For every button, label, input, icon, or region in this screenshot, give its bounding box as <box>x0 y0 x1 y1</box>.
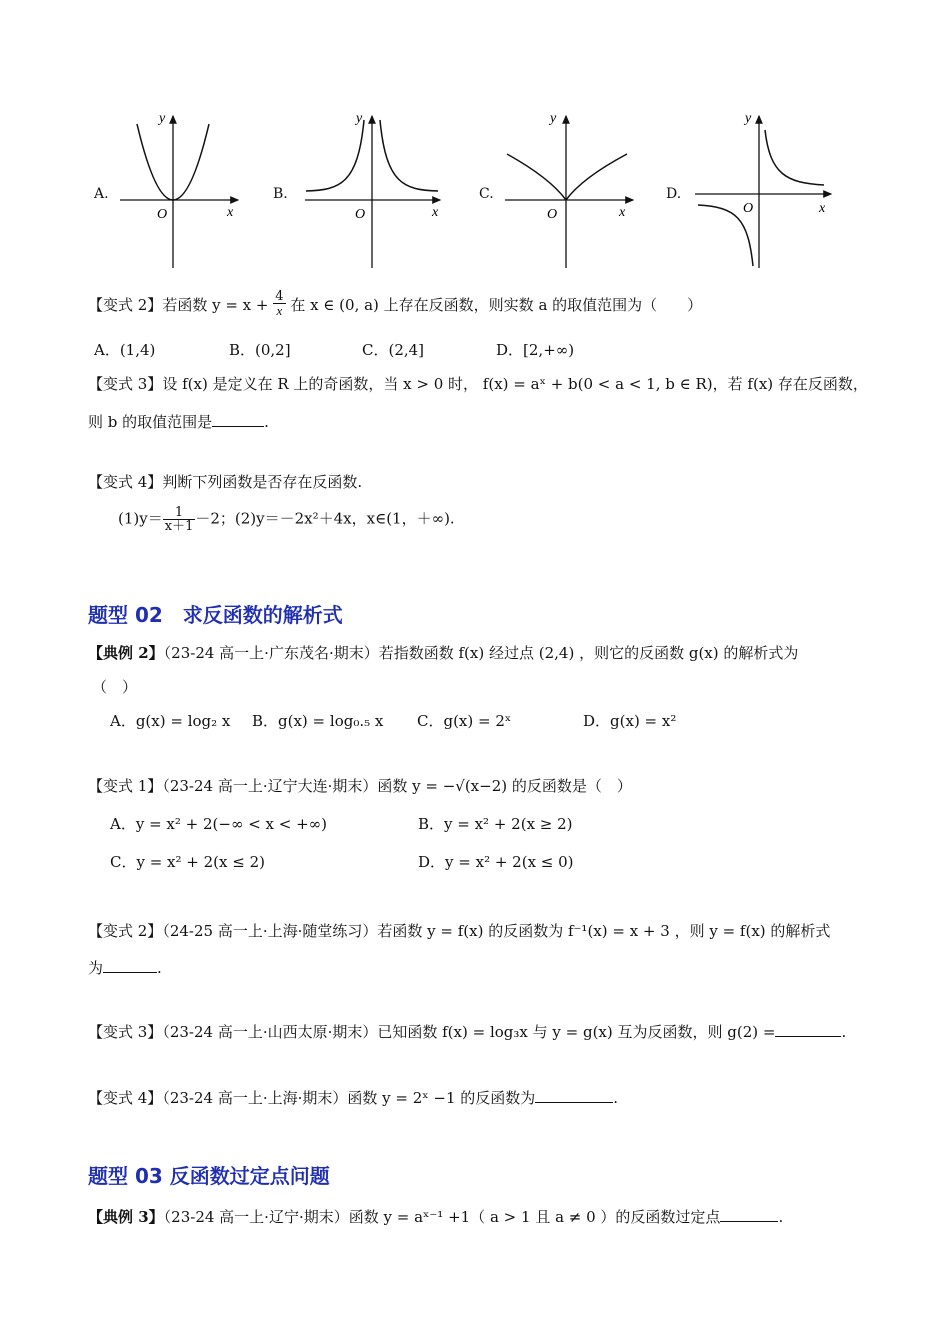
option-a[interactable]: A．g(x) = log₂ x <box>110 712 231 730</box>
graph-option-d-label: D. <box>666 186 682 202</box>
question-text: 在 x ∈ (0, a) 上存在反函数，则实数 a 的取值范围为（ ） <box>290 296 703 314</box>
option-b[interactable]: B．(0,2] <box>229 341 291 359</box>
y-axis-label: y <box>745 111 752 126</box>
question-text: 若函数 y = x + <box>162 296 269 314</box>
option-c[interactable]: C．g(x) = 2ˣ <box>417 712 512 730</box>
x-axis-label: x <box>432 205 439 220</box>
variant-tag: 【变式 3】 <box>88 1023 163 1041</box>
period: . <box>264 413 269 431</box>
example-2-question <box>88 642 798 663</box>
answer-paren: （ ） <box>92 678 138 696</box>
fraction <box>273 290 285 317</box>
question-text: 为 <box>88 959 104 977</box>
fraction-denominator: x＋1 <box>164 519 194 534</box>
option-d[interactable]: D．g(x) = x² <box>583 712 677 730</box>
question-text: 则 b 的取值范围是 <box>88 413 213 431</box>
variant-3-question-line2 <box>88 411 269 432</box>
option-a[interactable]: A．(1,4) <box>94 341 156 359</box>
option-c[interactable]: C．y = x² + 2(x ≤ 2) <box>110 853 265 871</box>
question-text: （23-24 高一上·山西太原·期末）已知函数 f(x) = log₃x 与 y = g(x) 互为反函数，则 g(2) = <box>162 1023 776 1041</box>
origin-label: O <box>547 207 558 222</box>
graph-option-b-label: B. <box>273 186 288 202</box>
variant-3-question <box>88 373 868 394</box>
variant-tag: 【变式 4】 <box>88 1089 163 1107</box>
y-axis-label: y <box>356 111 363 126</box>
period: . <box>841 1023 847 1041</box>
graph-b <box>300 108 445 273</box>
option-d[interactable]: D．[2,+∞) <box>496 341 575 359</box>
option-c[interactable]: C．(2,4] <box>362 341 425 359</box>
answer-blank[interactable] <box>720 1207 778 1222</box>
answer-blank[interactable] <box>775 1022 841 1037</box>
example-tag: 【典例 3】 <box>88 1208 164 1226</box>
answer-blank[interactable] <box>535 1088 613 1103</box>
example-2-variant-3-question <box>88 1021 846 1042</box>
fraction-denominator: x <box>276 302 283 318</box>
left-branch-curve <box>507 154 566 200</box>
section-heading-03: 题型 03 反函数过定点问题 <box>88 1164 330 1188</box>
example-2-variant-2-line2 <box>88 957 162 978</box>
graph-option-c-label: C. <box>479 186 494 202</box>
example-2-variant-1-question <box>88 775 632 796</box>
graph-c <box>500 108 640 273</box>
right-branch-curve <box>765 130 824 185</box>
y-axis-label: y <box>159 111 166 126</box>
section-heading-02: 题型 02 求反函数的解析式 <box>88 603 343 627</box>
question-text: （23-24 高一上·辽宁大连·期末）函数 y = −√(x−2) 的反函数是（ ） <box>162 777 632 795</box>
origin-label: O <box>743 201 754 216</box>
variant-tag: 【变式 2】 <box>88 922 163 940</box>
variant-tag: 【变式 3】 <box>88 375 163 393</box>
y-axis-label: y <box>550 111 557 126</box>
x-axis-label: x <box>227 205 234 220</box>
x-axis-label: x <box>819 201 826 216</box>
question-text: （24-25 高一上·上海·随堂练习）若函数 y = f(x) 的反函数为 f⁻¹(x) = x + 3 ，则 y = f(x) 的解析式 <box>162 922 831 940</box>
question-text: （23-24 高一上·辽宁·期末）函数 y = aˣ⁻¹ +1（ a > 1 且 a ≠ 0 ）的反函数过定点 <box>163 1208 721 1226</box>
function-rest: －2；(2)y＝－2x²＋4x，x∈(1，＋∞). <box>195 509 455 528</box>
period: . <box>157 959 162 977</box>
option-b[interactable]: B．y = x² + 2(x ≥ 2) <box>418 815 573 833</box>
variant-4-functions <box>118 506 455 533</box>
origin-label: O <box>355 207 366 222</box>
variant-4-question <box>88 471 362 492</box>
variant-tag: 【变式 2】 <box>88 296 163 314</box>
right-branch-curve <box>380 120 438 191</box>
graph-option-a-label: A. <box>94 186 109 202</box>
right-branch-curve <box>566 154 627 200</box>
answer-blank[interactable] <box>212 412 264 427</box>
answer-blank[interactable] <box>103 958 157 973</box>
fraction-numerator: 1 <box>163 506 196 520</box>
option-a[interactable]: A．y = x² + 2(−∞ < x < +∞) <box>110 815 328 833</box>
variant-tag: 【变式 4】 <box>88 473 163 491</box>
period: . <box>778 1208 784 1226</box>
graph-a <box>115 108 245 273</box>
example-2-variant-4-question <box>88 1087 618 1108</box>
x-axis-label: x <box>619 205 626 220</box>
example-tag: 【典例 2】 <box>88 644 164 662</box>
variant-tag: 【变式 1】 <box>88 777 163 795</box>
question-text: 设 f(x) 是定义在 R 上的奇函数，当 x > 0 时， f(x) = aˣ + b(0 < a < 1, b ∈ R)，若 f(x) 存在反函数， <box>162 375 868 393</box>
graph-d <box>692 108 837 273</box>
period: . <box>613 1089 619 1107</box>
left-branch-curve <box>306 120 364 191</box>
question-text: 判断下列函数是否存在反函数. <box>162 473 363 491</box>
question-text: （23-24 高一上·上海·期末）函数 y = 2ˣ −1 的反函数为 <box>162 1089 536 1107</box>
fraction <box>163 506 196 533</box>
example-2-variant-2-question <box>88 920 830 941</box>
example-3-question <box>88 1206 783 1227</box>
variant-2-question <box>88 288 703 318</box>
fraction-numerator: 4 <box>275 288 284 304</box>
origin-label: O <box>157 207 168 222</box>
function-1-prefix: (1)y＝ <box>118 509 163 528</box>
question-text: （23-24 高一上·广东茂名·期末）若指数函数 f(x) 经过点 (2,4) ，则它的反函数 g(x) 的解析式为 <box>163 644 799 662</box>
option-b[interactable]: B．g(x) = log₀.₅ x <box>252 712 384 730</box>
option-d[interactable]: D．y = x² + 2(x ≤ 0) <box>418 853 574 871</box>
